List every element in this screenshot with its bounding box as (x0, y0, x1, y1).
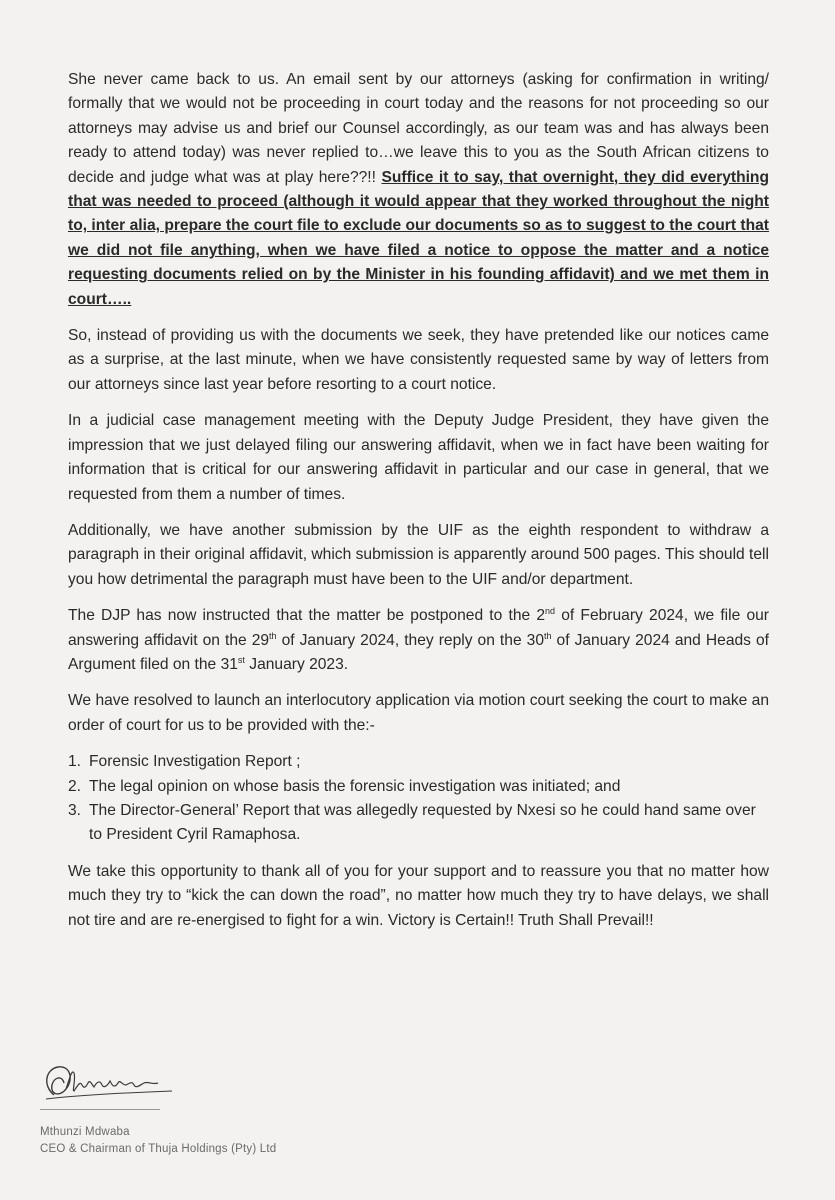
paragraph-7: We take this opportunity to thank all of you for your support and to reassure you that no matter how much they try to “kick the can down the road”, no matter how much they try to have delays, we shall not tire and are re-energised to fight for a win. Victory is Certain!! Truth Shall Prevail!! (68, 862, 769, 929)
p5-sup-1: nd (545, 605, 556, 616)
paragraph-3: In a judicial case management meeting with the Deputy Judge President, they have given the impression that we just delayed filing our answering affidavit, when we in fact have been waiting for information that is critical for our answering affidavit in particular and our case in general, that we requested from them a number of times. (68, 412, 769, 503)
requested-documents-list (68, 750, 769, 848)
paragraph-4: Additionally, we have another submission by the UIF as the eighth respondent to withdraw a paragraph in their original affidavit, which submission is apparently around 500 pages. This should tell you how detrimental the paragraph must have been to the UIF and/or department. (68, 521, 769, 588)
p5-sup-2: th (269, 630, 277, 641)
list-item-number: 3. (68, 801, 82, 819)
p5-part-e: January 2023. (244, 655, 349, 673)
p5-part-b: of February 2024, we file our answering affidavit on the 29 (68, 607, 770, 649)
list-item-text: The Director-General’ Report that was allegedly requested by Nxesi so he could hand same over to President Cyril Ramaphosa. (89, 801, 756, 844)
p5-part-c: of January 2024, they reply on the 30 (276, 631, 544, 649)
paragraph-1-emphasis: Suffice it to say, that overnight, they did everything that was needed to proceed (although it would appear that they worked throughout the night to, inter alia, prepare the court file to exclude our documents so as to suggest to the court that we did not file anything, when we have filed a notice to oppose the matter and a notice requesting documents relied on by the Minister in his founding affidavit) and we met them in court….. (68, 168, 769, 308)
list-item-text: The legal opinion on whose basis the forensic investigation was initiated; and (89, 777, 621, 795)
p5-sup-3: th (544, 630, 552, 641)
paragraph-5 (68, 604, 769, 677)
p5-part-a: The DJP has now instructed that the matter be postponed to the 2 (68, 607, 546, 625)
p5-part-d: of January 2024 and Heads of Argument filed on the 31 (68, 631, 769, 673)
list-item (68, 775, 769, 799)
paragraph-1 (68, 68, 769, 312)
list-item-number: 1. (68, 753, 82, 771)
paragraph-2: So, instead of providing us with the documents we seek, they have pretended like our notices came as a surprise, at the last minute, when we have consistently requested same by way of letters from our attorneys since last year before resorting to a court notice. (68, 327, 769, 393)
signature-block (40, 1055, 360, 1158)
list-item-number: 2. (68, 777, 82, 795)
signatory-name: Mthunzi Mdwaba (40, 1126, 130, 1138)
list-item (68, 799, 769, 848)
paragraph-1-text: She never came back to us. An email sent by our attorneys (asking for confirmation in writing/ formally that we would not be proceeding in court today and the reasons for not proceeding so our attorneys may advise us and brief our Counsel accordingly, as our team was and has always been ready to attend today) was never replied to…we leave this to you as the South African citizens to decide and judge what was at play here??!! (68, 71, 769, 186)
p5-sup-4: st (237, 654, 245, 665)
list-item (68, 750, 769, 774)
handwritten-signature (40, 1055, 180, 1107)
signature-divider (40, 1109, 160, 1110)
signatory-title: CEO & Chairman of Thuja Holdings (Pty) Ltd (40, 1143, 277, 1155)
paragraph-6: We have resolved to launch an interlocutory application via motion court seeking the court to make an order of court for us to be provided with the:- (68, 692, 769, 734)
list-item-text: Forensic Investigation Report ; (89, 753, 301, 771)
